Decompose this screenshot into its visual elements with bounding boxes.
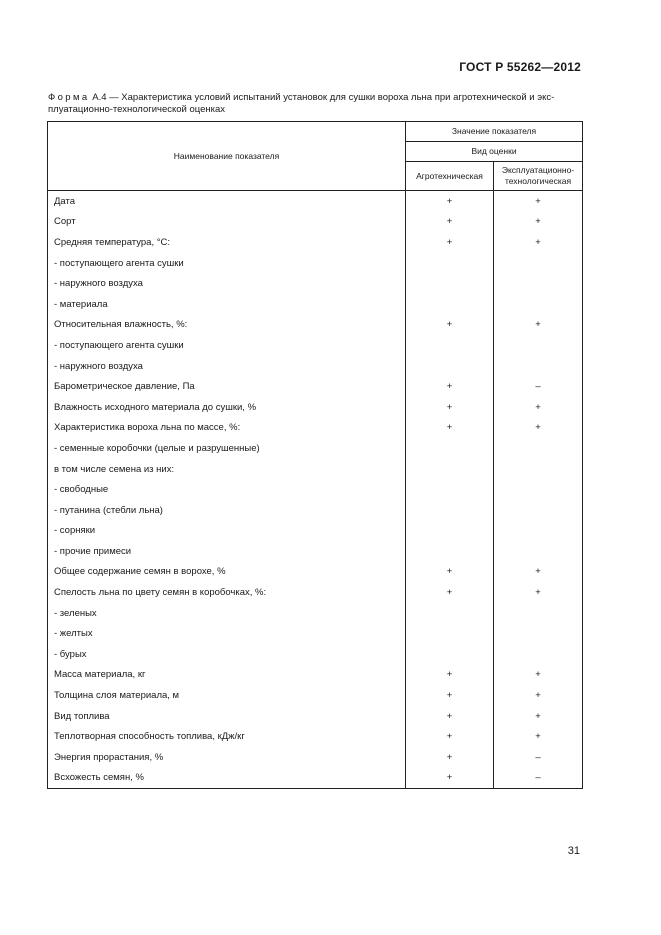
row-agro-cell <box>406 479 494 500</box>
table-row <box>48 315 583 336</box>
row-name-cell: Характеристика вороха льна по массе, %: <box>48 418 406 439</box>
row-agro-cell: + <box>406 397 494 418</box>
header-operational-technological: Эксплуатационно-технологическая <box>494 162 583 191</box>
row-name-cell: - наружного воздуха <box>48 356 406 377</box>
row-expl-cell <box>494 356 583 377</box>
table-row <box>48 418 583 439</box>
table-row <box>48 232 583 253</box>
table-row <box>48 335 583 356</box>
row-expl-cell <box>494 459 583 480</box>
row-name-cell: Теплотворная способность топлива, кДж/кг <box>48 726 406 747</box>
row-name-cell: Относительная влажность, %: <box>48 315 406 336</box>
row-agro-cell <box>406 603 494 624</box>
row-expl-cell: – <box>494 376 583 397</box>
row-agro-cell: + <box>406 562 494 583</box>
table-row <box>48 582 583 603</box>
row-expl-cell: + <box>494 397 583 418</box>
page-number: 31 <box>567 845 580 857</box>
row-name-cell: Всхожесть семян, % <box>48 768 406 789</box>
table-row <box>48 644 583 665</box>
row-name-cell: Дата <box>48 191 406 212</box>
row-name-cell: - желтых <box>48 623 406 644</box>
table-row <box>48 191 583 212</box>
row-name-cell: Общее содержание семян в ворохе, % <box>48 562 406 583</box>
row-agro-cell: + <box>406 315 494 336</box>
row-agro-cell: + <box>406 685 494 706</box>
standard-number: ГОСТ Р 55262—2012 <box>459 60 581 74</box>
row-name-cell: - зеленых <box>48 603 406 624</box>
row-expl-cell <box>494 294 583 315</box>
table-row <box>48 356 583 377</box>
row-expl-cell <box>494 335 583 356</box>
row-name-cell: Масса материала, кг <box>48 665 406 686</box>
row-expl-cell: + <box>494 315 583 336</box>
row-name-cell: Энергия прорастания, % <box>48 747 406 768</box>
form-label: Форма <box>48 92 90 103</box>
row-agro-cell <box>406 521 494 542</box>
table-row <box>48 685 583 706</box>
row-agro-cell: + <box>406 376 494 397</box>
form-caption <box>48 92 582 116</box>
table-row <box>48 541 583 562</box>
row-expl-cell <box>494 521 583 542</box>
row-name-cell: - семенные коробочки (целые и разрушенные) <box>48 438 406 459</box>
table-row <box>48 438 583 459</box>
row-name-cell: Средняя температура, °С: <box>48 232 406 253</box>
row-agro-cell: + <box>406 582 494 603</box>
table-row <box>48 273 583 294</box>
row-expl-cell: + <box>494 191 583 212</box>
row-agro-cell <box>406 273 494 294</box>
row-name-cell: Влажность исходного материала до сушки, % <box>48 397 406 418</box>
row-expl-cell: + <box>494 562 583 583</box>
row-agro-cell <box>406 438 494 459</box>
table-row <box>48 376 583 397</box>
row-expl-cell: – <box>494 747 583 768</box>
row-name-cell: - материала <box>48 294 406 315</box>
row-expl-cell <box>494 603 583 624</box>
row-agro-cell: + <box>406 768 494 789</box>
row-name-cell: - сорняки <box>48 521 406 542</box>
header-agrotechnical: Агротехническая <box>406 162 494 191</box>
row-agro-cell: + <box>406 418 494 439</box>
table-row <box>48 603 583 624</box>
row-agro-cell <box>406 294 494 315</box>
row-agro-cell <box>406 335 494 356</box>
row-expl-cell: + <box>494 418 583 439</box>
row-agro-cell <box>406 459 494 480</box>
row-name-cell: Спелость льна по цвету семян в коробочках, %: <box>48 582 406 603</box>
row-name-cell: - прочие примеси <box>48 541 406 562</box>
row-name-cell: - свободные <box>48 479 406 500</box>
row-agro-cell <box>406 500 494 521</box>
row-agro-cell: + <box>406 212 494 233</box>
table-header <box>48 122 583 191</box>
row-agro-cell: + <box>406 665 494 686</box>
row-agro-cell <box>406 356 494 377</box>
row-agro-cell <box>406 253 494 274</box>
table-row <box>48 459 583 480</box>
table-row <box>48 726 583 747</box>
table-body <box>48 191 583 789</box>
row-expl-cell <box>494 500 583 521</box>
table-row <box>48 562 583 583</box>
table-row <box>48 706 583 727</box>
row-name-cell: Вид топлива <box>48 706 406 727</box>
table-row <box>48 212 583 233</box>
form-caption-text: А.4 — Характеристика условий испытаний установок для сушки вороха льна при агротехнической и экс-плуатационно-технологической оценках <box>48 92 555 115</box>
row-agro-cell <box>406 644 494 665</box>
table-row <box>48 253 583 274</box>
test-conditions-table <box>47 121 583 789</box>
table-row <box>48 479 583 500</box>
row-name-cell: - путанина (стебли льна) <box>48 500 406 521</box>
table-row <box>48 500 583 521</box>
row-expl-cell <box>494 541 583 562</box>
row-expl-cell: + <box>494 706 583 727</box>
row-name-cell: - бурых <box>48 644 406 665</box>
row-agro-cell: + <box>406 232 494 253</box>
row-agro-cell <box>406 541 494 562</box>
table-row <box>48 665 583 686</box>
row-agro-cell <box>406 623 494 644</box>
row-name-cell: Барометрическое давление, Па <box>48 376 406 397</box>
row-expl-cell: + <box>494 212 583 233</box>
row-expl-cell: + <box>494 726 583 747</box>
row-expl-cell: + <box>494 665 583 686</box>
header-indicator-value: Значение показателя <box>406 122 583 142</box>
row-expl-cell <box>494 253 583 274</box>
row-expl-cell: + <box>494 685 583 706</box>
row-expl-cell <box>494 644 583 665</box>
row-expl-cell <box>494 438 583 459</box>
row-agro-cell: + <box>406 747 494 768</box>
row-name-cell: Толщина слоя материала, м <box>48 685 406 706</box>
row-name-cell: Сорт <box>48 212 406 233</box>
row-name-cell: в том числе семена из них: <box>48 459 406 480</box>
table-row <box>48 521 583 542</box>
row-expl-cell <box>494 479 583 500</box>
row-agro-cell: + <box>406 726 494 747</box>
header-indicator-name: Наименование показателя <box>48 122 406 191</box>
row-agro-cell: + <box>406 706 494 727</box>
table-row <box>48 747 583 768</box>
row-expl-cell: + <box>494 582 583 603</box>
row-expl-cell <box>494 273 583 294</box>
row-name-cell: - поступающего агента сушки <box>48 335 406 356</box>
table-row <box>48 768 583 789</box>
row-name-cell: - наружного воздуха <box>48 273 406 294</box>
row-expl-cell: – <box>494 768 583 789</box>
row-expl-cell: + <box>494 232 583 253</box>
row-expl-cell <box>494 623 583 644</box>
row-agro-cell: + <box>406 191 494 212</box>
table-row <box>48 294 583 315</box>
table-row <box>48 397 583 418</box>
row-name-cell: - поступающего агента сушки <box>48 253 406 274</box>
table-row <box>48 623 583 644</box>
header-evaluation-type: Вид оценки <box>406 142 583 162</box>
